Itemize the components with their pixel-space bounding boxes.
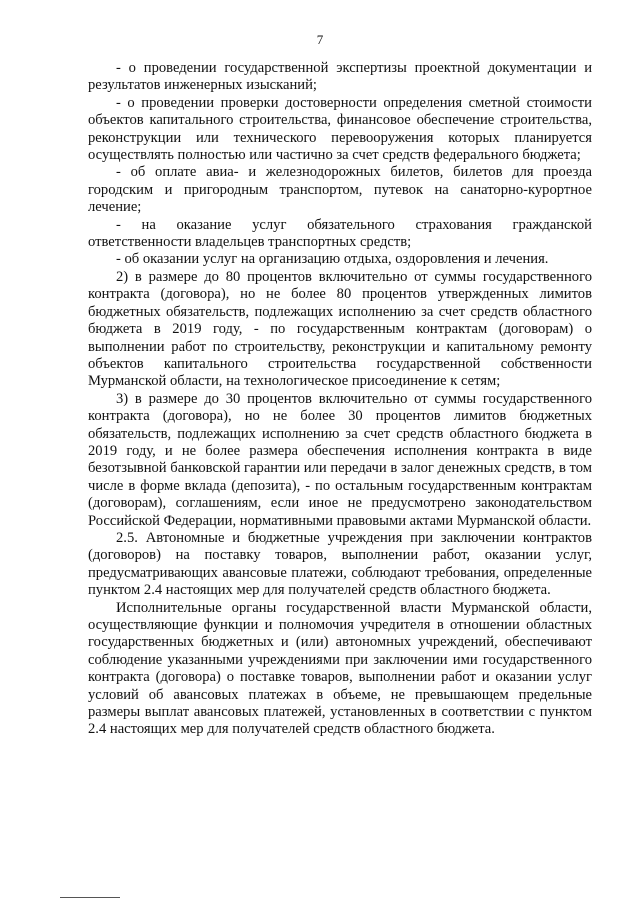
paragraph-executive-bodies: Исполнительные органы государственной власти Мурманской области, осуществляющие функции и полномочия учредителя в отношении областных государственных бюджетных и (или) автономных учреждений, обеспечивают соблюдение указанными учреждениями при заключении ими государственного контракта (договора) о поставке товаров, выполнении работ и оказании услуг условий об авансовых платежах в объеме, не превышающем предельные размеры выплат авансовых платежей, установленных в соответствии с пунктом 2.4 настоящих мер для получателей средств областного бюджета. [88, 599, 592, 738]
paragraph-section-2-5: 2.5. Автономные и бюджетные учреждения при заключении контрактов (договоров) на поставку товаров, выполнении работ, оказании услуг, предусматривающих авансовые платежи, соблюдают требования, определенные пунктом 2.4 настоящих мер для получателей средств областного бюджета. [88, 529, 592, 599]
paragraph-estimate-check: - о проведении проверки достоверности определения сметной стоимости объектов капитального строительства, финансовое обеспечение строительства, реконструкции или технического перевооружения которых планируется осуществлять полностью или частично за счет средств федерального бюджета; [88, 94, 592, 164]
paragraph-recreation: - об оказании услуг на организацию отдыха, оздоровления и лечения. [116, 251, 549, 268]
document-body [88, 60, 592, 739]
footer-rule [60, 897, 120, 898]
paragraph-tickets: - об оплате авиа- и железнодорожных билетов, билетов для проезда городским и пригородным транспортом, путевок на санаторно-курортное лечение; [88, 164, 592, 216]
paragraph-item-3: 3) в размере до 30 процентов включительно от суммы государственного контракта (договора), но не более 30 процентов лимитов бюджетных обязательств, подлежащих исполнению за счет средств областного бюджета в 2019 году, и не более размера обеспечения исполнения контракта в виде безотзывной банковской гарантии или передачи в залог денежных средств, в том числе в форме вклада (депозита), - по остальным государственным контрактам (договорам), соглашениям, если иное не предусмотрено законодательством Российской Федерации, нормативными правовыми актами Мурманской области. [88, 390, 592, 529]
paragraph-expertise: - о проведении государственной экспертизы проектной документации и результатов инженерных изысканий; [88, 60, 592, 94]
page-number: 7 [316, 32, 324, 47]
paragraph-item-2: 2) в размере до 80 процентов включительно от суммы государственного контракта (договора), но не более 80 процентов утвержденных лимитов бюджетных обязательств, подлежащих исполнению за счет средств областного бюджета в 2019 году, - по государственным контрактам (договорам) о выполнении работ по строительству, реконструкции и капитальному ремонту объектов капитального строительства государственной собственности Мурманской области, на технологическое присоединение к сетям; [88, 268, 592, 390]
paragraph-insurance: - на оказание услуг обязательного страхования гражданской ответственности владельцев транспортных средств; [88, 216, 592, 251]
